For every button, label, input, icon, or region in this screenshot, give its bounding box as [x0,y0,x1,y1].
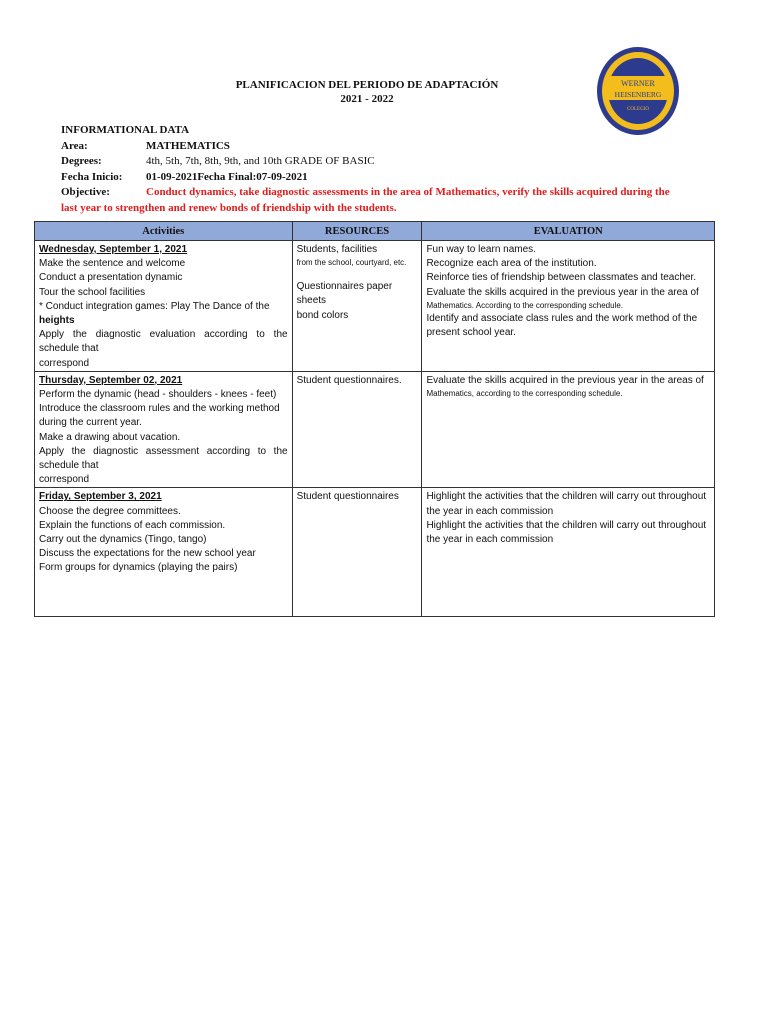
list-item: Fun way to learn names. [426,244,536,255]
list-item: Mathematics, according to the corresponding schedule. [426,389,623,399]
list-item: from the school, courtyard, etc. [296,258,407,268]
list-item: Make the sentence and welcome [39,258,186,270]
title-line-2: 2021 - 2022 [340,93,394,105]
list-item: Discuss the expectations for the new school year [39,548,256,560]
header-resources: RESOURCES [292,222,422,241]
day-heading: Friday, September 3, 2021 [39,491,162,503]
table-header-row [35,222,715,241]
day-heading: Wednesday, September 1, 2021 [39,244,188,255]
list-item: Student questionnaires. [296,374,402,386]
list-item: Apply the diagnostic assessment according to the schedule that [39,445,288,472]
list-item: Highlight the activities that the children will carry out throughout [426,519,707,531]
header-activities: Activities [35,222,293,241]
info-heading: INFORMATIONAL DATA [61,124,190,136]
list-item: Student questionnaires [296,491,399,503]
planning-table [34,221,715,617]
list-item: the year in each commission [426,534,554,546]
logo-text-bottom: COLEGIO [627,107,649,112]
list-item: Students, facilities [296,244,378,255]
degrees-value: 4th, 5th, 7th, 8th, 9th, and 10th GRADE OF BASIC [146,155,375,167]
informational-data [61,123,670,216]
degrees-row [61,154,670,170]
list-item: Form groups for dynamics (playing the pairs) [39,562,238,574]
table-row [35,241,715,372]
list-item: Introduce the classroom rules and the working method [39,403,280,415]
list-item: Questionnaires paper sheets [296,281,393,307]
activities-cell [35,371,293,488]
list-item: Mathematics. According to the corresponding schedule. [426,300,624,310]
degrees-label: Degrees: [61,155,102,167]
area-value: MATHEMATICS [146,139,230,152]
resources-cell [292,241,422,372]
activities-cell [35,488,293,617]
logo-text-top: WERNER [621,79,655,88]
header-evaluation: EVALUATION [422,222,715,241]
area-row [61,139,670,155]
list-item: correspond [39,474,90,486]
list-item: bond colors [296,309,349,321]
list-item: correspond [39,357,90,369]
list-item: Explain the functions of each commission. [39,519,226,531]
list-item: Choose the degree committees. [39,505,181,517]
list-item: Evaluate the skills acquired in the previous year in the area of [426,286,699,298]
evaluation-cell [422,488,715,617]
list-item: during the current year. [39,417,142,429]
dates-value: 01-09-2021Fecha Final:07-09-2021 [146,170,308,183]
list-item: Evaluate the skills acquired in the previous year in the areas of [426,374,704,386]
dates-label: Fecha Inicio: [61,170,123,183]
list-item: * Conduct integration games: Play The Dance of the [39,300,270,312]
table-row [35,371,715,488]
title-line-1: PLANIFICACION DEL PERIODO DE ADAPTACIÓN [235,79,499,91]
list-item: Carry out the dynamics (Tingo, tango) [39,534,207,546]
list-item: Make a drawing about vacation. [39,431,181,443]
list-item: Reinforce ties of friendship between classmates and teacher. [426,272,697,284]
list-item: Apply the diagnostic evaluation according to the schedule that [39,329,288,355]
list-item: Recognize each area of the institution. [426,258,597,270]
list-item: the year in each commission [426,505,554,517]
evaluation-cell [422,371,715,488]
resources-cell [292,371,422,488]
day-heading: Thursday, September 02, 2021 [39,374,183,386]
objective-row [61,185,670,201]
list-item: Conduct a presentation dynamic [39,272,183,284]
objective-label: Objective: [61,186,110,198]
logo-text-middle: HEISENBERG [614,90,662,99]
list-item: Perform the dynamic (head - shoulders - knees - feet) [39,389,277,401]
resources-cell [292,488,422,617]
table-row [35,488,715,617]
list-item: Identify and associate class rules and the work method of the [426,312,698,324]
dates-row [61,170,670,186]
evaluation-cell [422,241,715,372]
list-item: heights [39,315,75,327]
objective-text-line-2: last year to strengthen and renew bonds of friendship with the students. [61,201,397,214]
list-item: present school year. [426,327,516,339]
list-item: Highlight the activities that the children will carry out throughout [426,491,707,503]
objective-text-line-1: Conduct dynamics, take diagnostic assessments in the area of Mathematics, verify the skills acquired during the [146,186,670,198]
list-item: Tour the school facilities [39,286,146,298]
area-label: Area: [61,139,88,152]
activities-cell [35,241,293,372]
